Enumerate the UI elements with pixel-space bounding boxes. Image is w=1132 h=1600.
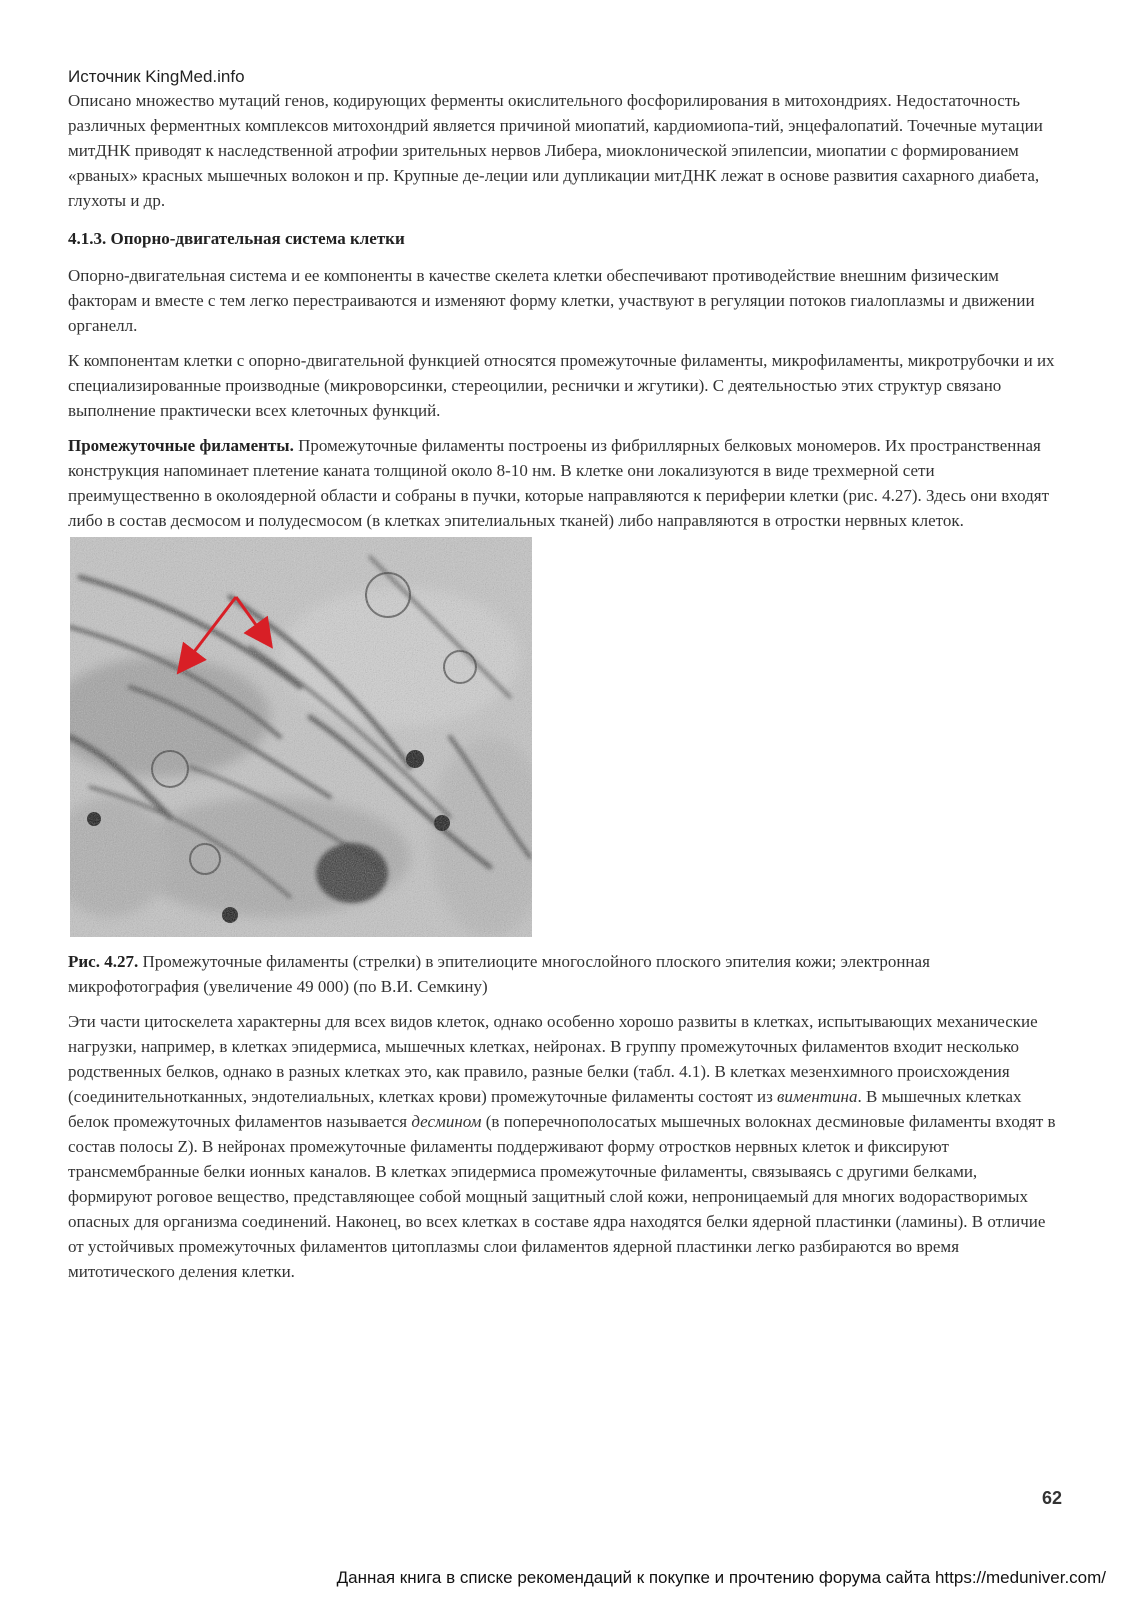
section-paragraph-1: Опорно-двигательная система и ее компоненты в качестве скелета клетки обеспечивают противодействие внешним физическим факторам и вместе с тем легко перестраиваются и изменяют форму клетки, участвуют в регуляции потоков гиалоплазмы и движении органелл. bbox=[68, 266, 1035, 335]
section-paragraph-2: К компонентам клетки с опорно-двигательной функцией относятся промежуточные филаменты, микрофиламенты, микротрубочки и их специализированные производные (микроворсинки, стереоцилии, реснички и жгутики). С деятельностью этих структур связано выполнение практически всех клеточных функций. bbox=[68, 351, 1055, 420]
electron-micrograph-figure bbox=[70, 537, 532, 937]
source-header: Источник KingMed.info bbox=[68, 67, 245, 86]
term-desmin: десмином bbox=[411, 1112, 482, 1131]
closing-part-1: Эти части цитоскелета характерны для всех видов клеток, однако особенно хорошо развиты в клетках, испытывающих механические нагрузки, например, в клетках эпидермиса, мышечных клетках, нейронах. В группу промежуточных филаментов входит несколько родственных белков, однако в разных клетках это, как правило, разные белки (табл. 4.1). В клетках мезенхимного происхождения (соединительнотканных, эндотелиальных, клетках крови) промежуточные филаменты состоят из bbox=[68, 1012, 1038, 1106]
closing-paragraph bbox=[68, 1009, 1064, 1284]
page-number: 62 bbox=[1042, 1488, 1063, 1508]
figure-caption-text: Промежуточные филаменты (стрелки) в эпителиоците многослойного плоского эпителия кожи; электронная микрофотография (увеличение 49 000) (по В.И. Семкину) bbox=[68, 952, 930, 996]
closing-part-3: (в поперечнополосатых мышечных волокнах десминовые филаменты входят в состав полосы Z). В нейронах промежуточные филаменты поддерживают форму отростков нервных клеток и фиксируют трансмембранные белки ионных каналов. В клетках эпидермиса промежуточные филаменты, связываясь с другими белками, формируют роговое вещество, представляющее собой мощный защитный слой кожи, непроницаемый для многих водорастворимых опасных для организма соединений. Наконец, во всех клетках в составе ядра находятся белки ядерной пластинки (ламины). В отличие от устойчивых промежуточных филаментов цитоплазмы слои филаментов ядерной пластинки легко разбираются во время митотического деления клетки. bbox=[68, 1112, 1056, 1281]
paragraph-lead-term: Промежуточные филаменты. bbox=[68, 436, 294, 455]
intro-paragraph: Описано множество мутаций генов, кодирующих ферменты окислительного фосфорилирования в митохондриях. Недостаточность различных ферментных комплексов митохондрий является причиной миопатий, кардиомиопа-тий, энцефалопатий. Точечные мутации митДНК приводят к наследственной атрофии зрительных нервов Либера, миоклонической эпилепсии, миопатии с формированием «рваных» красных мышечных волокон и пр. Крупные де-леции или дупликации митДНК лежат в основе развития сахарного диабета, глухоты и др. bbox=[68, 91, 1043, 210]
footer-note: Данная книга в списке рекомендаций к покупке и прочтению форума сайта https://meduniver.com/ bbox=[336, 1568, 1106, 1587]
section-paragraph-3 bbox=[68, 433, 1064, 533]
figure-caption-label: Рис. 4.27. bbox=[68, 952, 139, 971]
section-heading: 4.1.3. Опорно-двигательная система клетки bbox=[68, 229, 405, 248]
term-vimentin: виментина bbox=[777, 1087, 858, 1106]
paragraph-3-text: Промежуточные филаменты построены из фибриллярных белковых мономеров. Их пространственная конструкция напоминает плетение каната толщиной около 8-10 нм. В клетке они локализуются в виде трехмерной сети преимущественно в околоядерной области и собраны в пучки, которые направляются к периферии клетки (рис. 4.27). Здесь они входят либо в состав десмосом и полудесмосом (в клетках эпителиальных тканей) либо направляются в отростки нервных клеток. bbox=[68, 436, 1050, 530]
electron-micrograph-image bbox=[70, 537, 532, 937]
figure-caption bbox=[68, 949, 1064, 999]
closing-part-2: . В мышечных клетках белок промежуточных филаментов называется bbox=[68, 1087, 1022, 1131]
page-content bbox=[68, 66, 1064, 1284]
